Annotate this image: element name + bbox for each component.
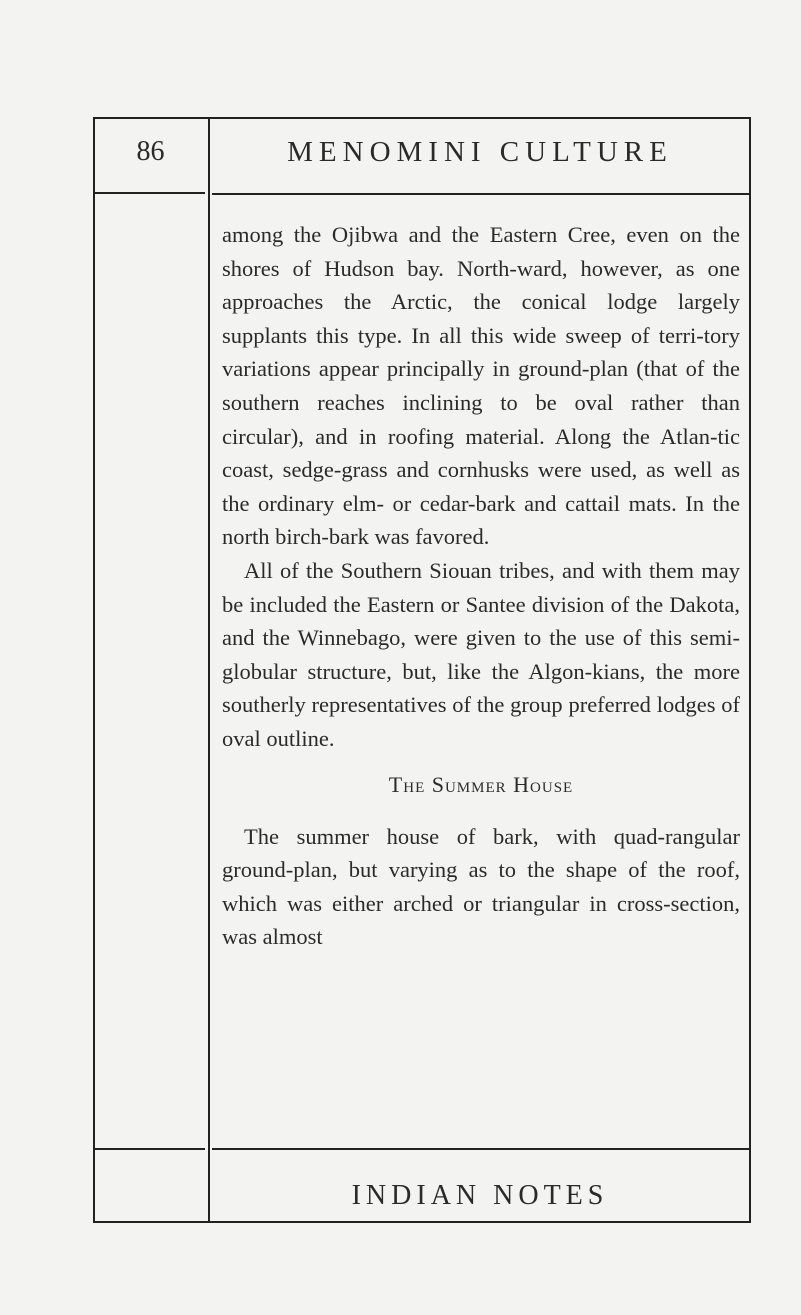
header-underline-right [212,193,749,195]
footer-overline-right [212,1148,749,1150]
body-text [222,218,740,954]
body-paragraph-2: All of the Southern Siouan tribes, and with them may be included the Eastern or Santee division of the Dakota, and the Winnebago, were given to the use of this semi-globular structure, but, like the Algon-kians, the more southerly representatives of the group preferred lodges of oval outline. [222,557,740,751]
body-paragraph-1: among the Ojibwa and the Eastern Cree, even on the shores of Hudson bay. North-ward, however, as one approaches the Arctic, the conical lodge largely supplants this type. In all this wide sweep of terri-tory variations appear principally in ground-plan (that of the southern reaches inclining to be oval rather than circular), and in roofing material. Along the Atlan-tic coast, sedge-grass and cornhusks were used, as well as the ordinary elm- or cedar-bark and cattail mats. In the north birch-bark was favored. [222,222,740,550]
frame-right-rule [749,117,751,1223]
page-number: 86 [136,136,165,167]
footer-overline-left [95,1148,205,1150]
frame-top-rule [93,117,751,119]
frame-divider-rule [208,117,210,1223]
footer-title: INDIAN NOTES [351,1180,609,1211]
section-paragraph: The summer house of bark, with quad-rangular ground-plan, but varying as to the shape of the roof, which was either arched or triangular in cross-section, was almost [222,823,740,950]
header-underline-left [95,192,205,194]
section-heading: The Summer House [388,771,574,797]
frame-left-rule [93,117,95,1223]
running-head: MENOMINI CULTURE [287,136,673,168]
frame-bottom-rule [93,1221,751,1223]
